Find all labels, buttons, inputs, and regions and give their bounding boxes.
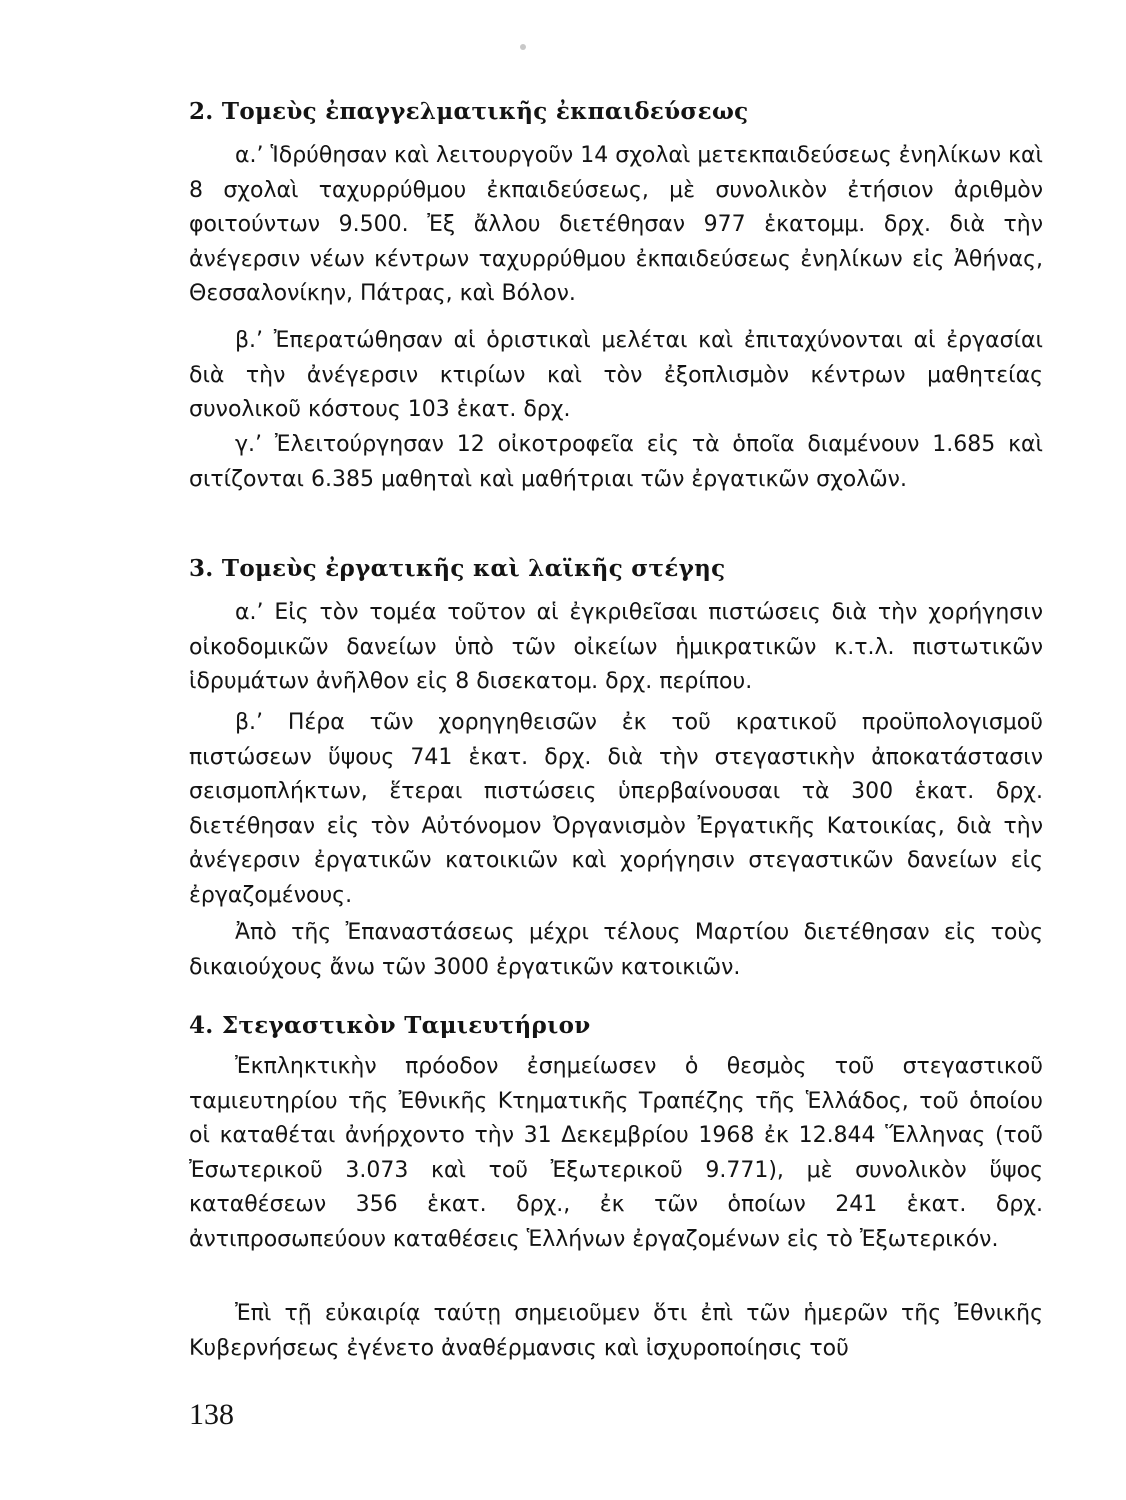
section-title-housing-savings-bank: 4. Στεγαστικὸν Ταμιευτήριον: [189, 1012, 591, 1039]
paragraph-housing-a: α.’ Εἰς τὸν τομέα τοῦτον αἱ ἐγκριθεῖσαι πιστώσεις διὰ τὴν χορήγησιν οἰκοδομικῶν δανείων ὑπὸ τῶν οἰκείων ἡμικρατικῶν κ.τ.λ. πιστωτικῶν ἱδρυμάτων ἀνῆλθον εἰς 8 δισεκατομ. δρχ. περίπου.: [189, 600, 1043, 695]
section-title-workers-housing: 3. Τομεὺς ἐργατικῆς καὶ λαϊκῆς στέγης: [189, 555, 726, 582]
paragraph-vocational-c: γ.’ Ἐλειτούργησαν 12 οἰκοτροφεῖα εἰς τὰ ὁποῖα διαμένουν 1.685 καὶ σιτίζονται 6.385 μαθηταὶ καὶ μαθήτριαι τῶν ἐργατικῶν σχολῶν.: [189, 432, 1043, 492]
paragraph-savings-a: Ἐκπληκτικὴν πρόοδον ἐσημείωσεν ὁ θεσμὸς τοῦ στεγαστικοῦ ταμιευτηρίου τῆς Ἐθνικῆς Κτηματικῆς Τραπέζης τῆς Ἑλλάδος, τοῦ ὁποίου οἱ καταθέται ἀνήρχοντο τὴν 31 Δεκεμβρίου 1968 ἐκ 12.844 Ἕλληνας (τοῦ Ἐσωτερικοῦ 3.073 καὶ τοῦ Ἐξωτερικοῦ 9.771), μὲ συνολικὸν ὕψος καταθέσεων 356 ἑκατ. δρχ., ἐκ τῶν ὁποίων 241 ἑκατ. δρχ. ἀντιπροσωπεύουν καταθέσεις Ἑλλήνων ἐργαζομένων εἰς τὸ Ἐξωτερικόν.: [189, 1054, 1043, 1252]
paragraph-housing-b: β.’ Πέρα τῶν χορηγηθεισῶν ἐκ τοῦ κρατικοῦ προϋπολογισμοῦ πιστώσεων ὕψους 741 ἑκατ. δρχ. διὰ τὴν στεγαστικὴν ἀποκατάστασιν σεισμοπλήκτων, ἕτεραι πιστώσεις ὑπερβαίνουσαι τὰ 300 ἑκατ. δρχ. διετέθησαν εἰς τὸν Αὐτόνομον Ὀργανισμὸν Ἐργατικῆς Κατοικίας, διὰ τὴν ἀνέγερσιν ἐργατικῶν κατοικιῶν καὶ χορήγησιν στεγαστικῶν δανείων εἰς ἐργαζομένους.: [189, 710, 1043, 908]
paragraph-vocational-a: α.’ Ἱδρύθησαν καὶ λειτουργοῦν 14 σχολαὶ μετεκπαιδεύσεως ἐνηλίκων καὶ 8 σχολαὶ ταχυρρύθμου ἐκπαιδεύσεως, μὲ συνολικὸν ἐτήσιον ἀριθμὸν φοιτούντων 9.500. Ἐξ ἄλλου διετέθησαν 977 ἑκατομμ. δρχ. διὰ τὴν ἀνέγερσιν νέων κέντρων ταχυρρύθμου ἐκπαιδεύσεως ἐνηλίκων εἰς Ἀθήνας, Θεσσαλονίκην, Πάτρας, καὶ Βόλον.: [189, 143, 1043, 307]
paragraph-savings-b: Ἐπὶ τῇ εὐκαιρίᾳ ταύτῃ σημειοῦμεν ὅτι ἐπὶ τῶν ἡμερῶν τῆς Ἐθνικῆς Κυβερνήσεως ἐγένετο ἀναθέρμανσις καὶ ἰσχυροποίησις τοῦ: [189, 1301, 1043, 1361]
section-title-vocational-education: 2. Τομεὺς ἐπαγγελματικῆς ἐκπαιδεύσεως: [189, 98, 749, 125]
paragraph-housing-c: Ἀπὸ τῆς Ἐπαναστάσεως μέχρι τέλους Μαρτίου διετέθησαν εἰς τοὺς δικαιούχους ἄνω τῶν 3000 ἐργατικῶν κατοικιῶν.: [189, 920, 1043, 980]
paragraph-vocational-b: β.’ Ἐπερατώθησαν αἱ ὁριστικαὶ μελέται καὶ ἐπιταχύνονται αἱ ἐργασίαι διὰ τὴν ἀνέγερσιν κτιρίων καὶ τὸν ἐξοπλισμὸν κέντρων μαθητείας συνολικοῦ κόστους 103 ἑκατ. δρχ.: [189, 328, 1043, 423]
page-number: 138: [189, 1398, 234, 1431]
page-speck: [520, 44, 526, 50]
